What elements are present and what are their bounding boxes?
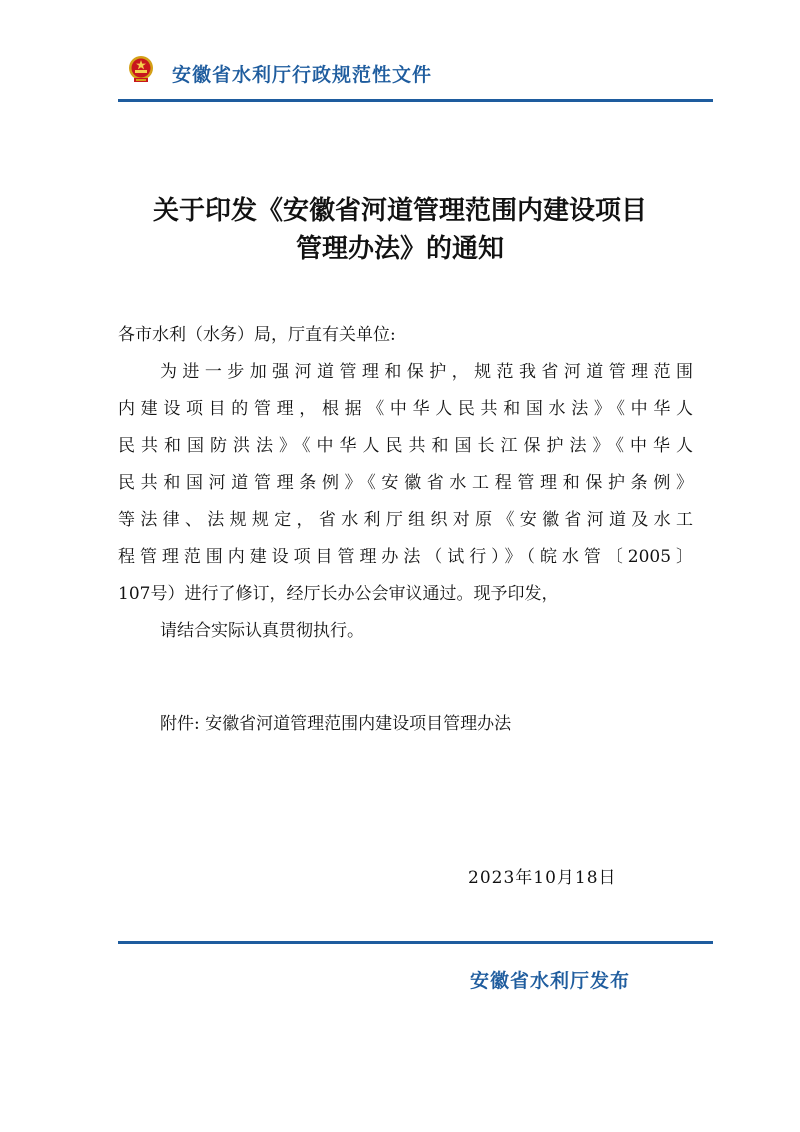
body-line: 107号）进行了修订，经厅长办公会审议通过。现予印发， (118, 584, 559, 604)
header-divider (118, 99, 713, 102)
salutation: 各市水利（水务）局，厅直有关单位: (118, 325, 396, 345)
body-line: 请结合实际认真贯彻执行。 (160, 621, 364, 641)
footer-divider (118, 941, 713, 944)
header-title: 安徽省水利厅行政规范性文件 (172, 64, 433, 86)
document-title-line: 关于印发《安徽省河道管理范围内建设项目 (152, 196, 647, 226)
attachment-note: 附件: 安徽省河道管理范围内建设项目管理办法 (160, 714, 512, 734)
body-line: 为进一步加强河道管理和保护，规范我省河道管理范围 (160, 362, 693, 382)
national-emblem-icon (126, 54, 156, 84)
body-line: 内建设项目的管理，根据《中华人民共和国水法》《中华人 (118, 399, 693, 419)
publisher-label: 安徽省水利厅发布 (470, 970, 631, 992)
body-line: 民共和国防洪法》《中华人民共和国长江保护法》《中华人 (118, 436, 693, 456)
body-line: 程管理范围内建设项目管理办法（试行）》（皖水管〔2005〕 (118, 547, 693, 567)
body-line: 民共和国河道管理条例》《安徽省水工程管理和保护条例》 (118, 473, 693, 493)
body-line: 等法律、法规规定，省水利厅组织对原《安徽省河道及水工 (118, 510, 693, 530)
document-title (100, 192, 700, 268)
document-body (118, 354, 693, 650)
document-title-line: 管理办法》的通知 (295, 234, 504, 264)
document-date: 2023年10月18日 (468, 868, 617, 888)
